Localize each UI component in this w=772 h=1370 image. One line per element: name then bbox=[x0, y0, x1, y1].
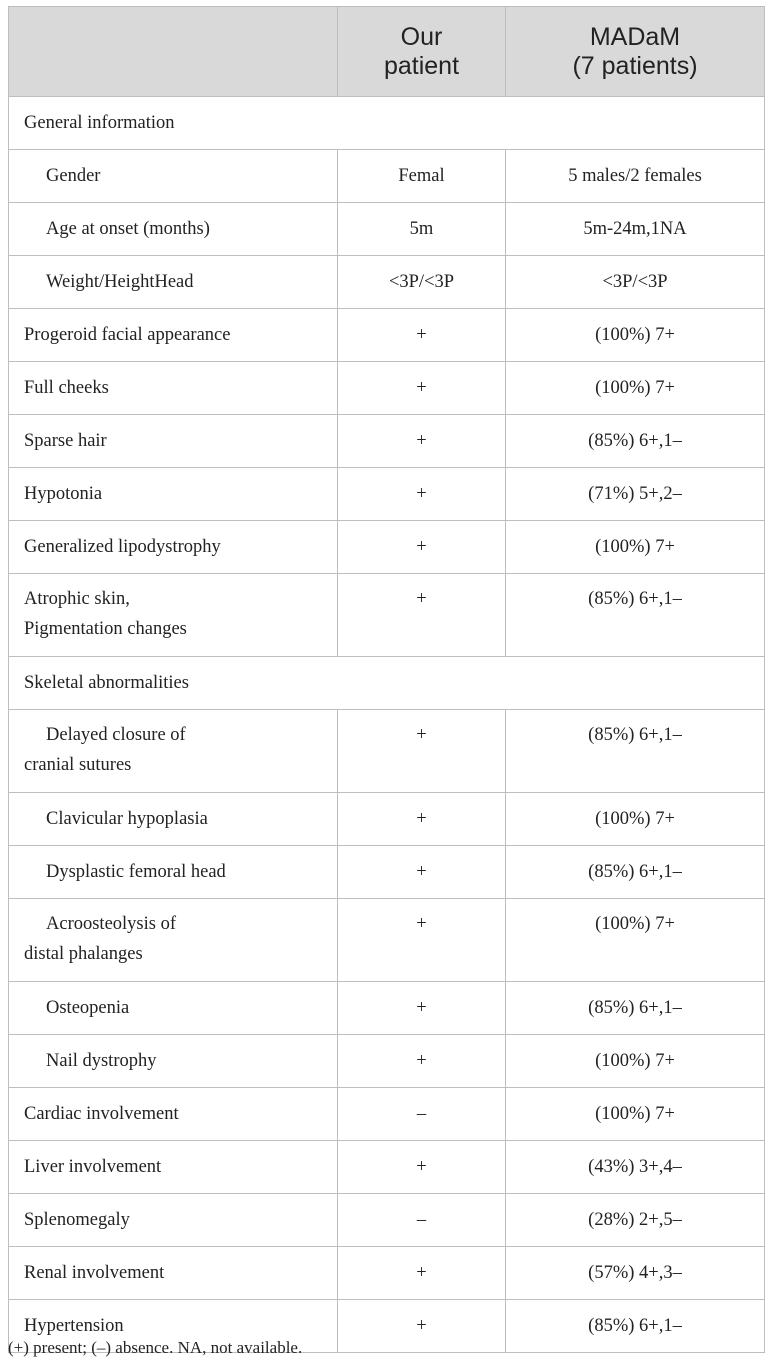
row-our-value: + bbox=[338, 1141, 506, 1194]
comparison-table bbox=[8, 6, 765, 1353]
row-madam-value: (85%) 6+,1– bbox=[506, 574, 765, 657]
row-label: Clavicular hypoplasia bbox=[9, 793, 338, 846]
row-madam-value: (85%) 6+,1– bbox=[506, 415, 765, 468]
row-madam-value: (28%) 2+,5– bbox=[506, 1194, 765, 1247]
row-madam-value: (85%) 6+,1– bbox=[506, 982, 765, 1035]
header-madam-line2: (7 patients) bbox=[572, 51, 698, 80]
row-our-value: + bbox=[338, 846, 506, 899]
row-madam-value: (100%) 7+ bbox=[506, 309, 765, 362]
row-our-value: + bbox=[338, 309, 506, 362]
section-row-general bbox=[9, 97, 765, 150]
table-row bbox=[9, 1141, 765, 1194]
row-madam-value: (85%) 6+,1– bbox=[506, 1300, 765, 1353]
row-label-line2: Pigmentation changes bbox=[24, 619, 187, 639]
row-madam-value: (100%) 7+ bbox=[506, 521, 765, 574]
row-our-value: + bbox=[338, 793, 506, 846]
header-madam bbox=[506, 7, 765, 97]
row-label: Hypotonia bbox=[9, 468, 338, 521]
row-madam-value: (85%) 6+,1– bbox=[506, 846, 765, 899]
row-our-value: Femal bbox=[338, 150, 506, 203]
table-row bbox=[9, 1194, 765, 1247]
row-our-value: + bbox=[338, 468, 506, 521]
row-label: Weight/HeightHead bbox=[9, 256, 338, 309]
row-our-value: + bbox=[338, 415, 506, 468]
row-label: Gender bbox=[9, 150, 338, 203]
table-row bbox=[9, 256, 765, 309]
table-row bbox=[9, 150, 765, 203]
row-madam-value: (71%) 5+,2– bbox=[506, 468, 765, 521]
row-our-value: + bbox=[338, 521, 506, 574]
table-row bbox=[9, 982, 765, 1035]
table-row bbox=[9, 1247, 765, 1300]
row-label: Renal involvement bbox=[9, 1247, 338, 1300]
row-madam-value: 5 males/2 females bbox=[506, 150, 765, 203]
header-our-line2: patient bbox=[383, 51, 460, 80]
row-label bbox=[9, 710, 338, 793]
row-our-value: + bbox=[338, 982, 506, 1035]
table-row bbox=[9, 793, 765, 846]
table-row bbox=[9, 468, 765, 521]
row-our-value: + bbox=[338, 1300, 506, 1353]
row-madam-value: (100%) 7+ bbox=[506, 1035, 765, 1088]
row-madam-value: <3P/<3P bbox=[506, 256, 765, 309]
row-our-value: + bbox=[338, 899, 506, 982]
row-our-value: + bbox=[338, 1035, 506, 1088]
row-label: Sparse hair bbox=[9, 415, 338, 468]
row-label: Generalized lipodystrophy bbox=[9, 521, 338, 574]
row-label: Age at onset (months) bbox=[9, 203, 338, 256]
row-label: Nail dystrophy bbox=[9, 1035, 338, 1088]
row-label: Osteopenia bbox=[9, 982, 338, 1035]
row-label-line1: Atrophic skin, bbox=[24, 589, 130, 609]
row-label-line2: distal phalanges bbox=[24, 944, 143, 964]
row-madam-value: 5m-24m,1NA bbox=[506, 203, 765, 256]
row-madam-value: (43%) 3+,4– bbox=[506, 1141, 765, 1194]
row-label: Splenomegaly bbox=[9, 1194, 338, 1247]
row-our-value: <3P/<3P bbox=[338, 256, 506, 309]
row-madam-value: (85%) 6+,1– bbox=[506, 710, 765, 793]
row-our-value: – bbox=[338, 1088, 506, 1141]
row-label-line2: cranial sutures bbox=[24, 755, 132, 775]
header-madam-line1: MADaM bbox=[589, 22, 681, 51]
row-label-line1: Acroosteolysis of bbox=[46, 914, 176, 934]
table-row bbox=[9, 1088, 765, 1141]
row-our-value: 5m bbox=[338, 203, 506, 256]
row-madam-value: (100%) 7+ bbox=[506, 362, 765, 415]
row-our-value: + bbox=[338, 1247, 506, 1300]
row-label: Full cheeks bbox=[9, 362, 338, 415]
table-row bbox=[9, 309, 765, 362]
header-empty-cell bbox=[9, 7, 338, 97]
table-row bbox=[9, 710, 765, 793]
table-row bbox=[9, 574, 765, 657]
table-footnote: (+) present; (–) absence. NA, not available. bbox=[8, 1338, 303, 1357]
table-row bbox=[9, 1035, 765, 1088]
section-label-general: General information bbox=[9, 97, 765, 150]
row-madam-value: (100%) 7+ bbox=[506, 793, 765, 846]
row-label: Cardiac involvement bbox=[9, 1088, 338, 1141]
header-our-patient bbox=[338, 7, 506, 97]
row-our-value: + bbox=[338, 574, 506, 657]
table-row bbox=[9, 521, 765, 574]
section-label-skeletal: Skeletal abnormalities bbox=[9, 657, 765, 710]
row-label bbox=[9, 574, 338, 657]
header-our-line1: Our bbox=[400, 22, 443, 51]
row-label: Progeroid facial appearance bbox=[9, 309, 338, 362]
comparison-table-container bbox=[8, 6, 764, 1353]
row-label: Liver involvement bbox=[9, 1141, 338, 1194]
row-our-value: + bbox=[338, 710, 506, 793]
row-label: Dysplastic femoral head bbox=[9, 846, 338, 899]
row-label: Hypertension bbox=[9, 1300, 338, 1353]
row-our-value: – bbox=[338, 1194, 506, 1247]
row-madam-value: (57%) 4+,3– bbox=[506, 1247, 765, 1300]
table-row bbox=[9, 415, 765, 468]
row-our-value: + bbox=[338, 362, 506, 415]
table-row bbox=[9, 899, 765, 982]
row-madam-value: (100%) 7+ bbox=[506, 1088, 765, 1141]
table-row bbox=[9, 846, 765, 899]
table-row bbox=[9, 203, 765, 256]
section-row-skeletal bbox=[9, 657, 765, 710]
table-row bbox=[9, 362, 765, 415]
row-label-line1: Delayed closure of bbox=[46, 725, 186, 745]
row-madam-value: (100%) 7+ bbox=[506, 899, 765, 982]
row-label bbox=[9, 899, 338, 982]
table-header-row bbox=[9, 7, 765, 97]
